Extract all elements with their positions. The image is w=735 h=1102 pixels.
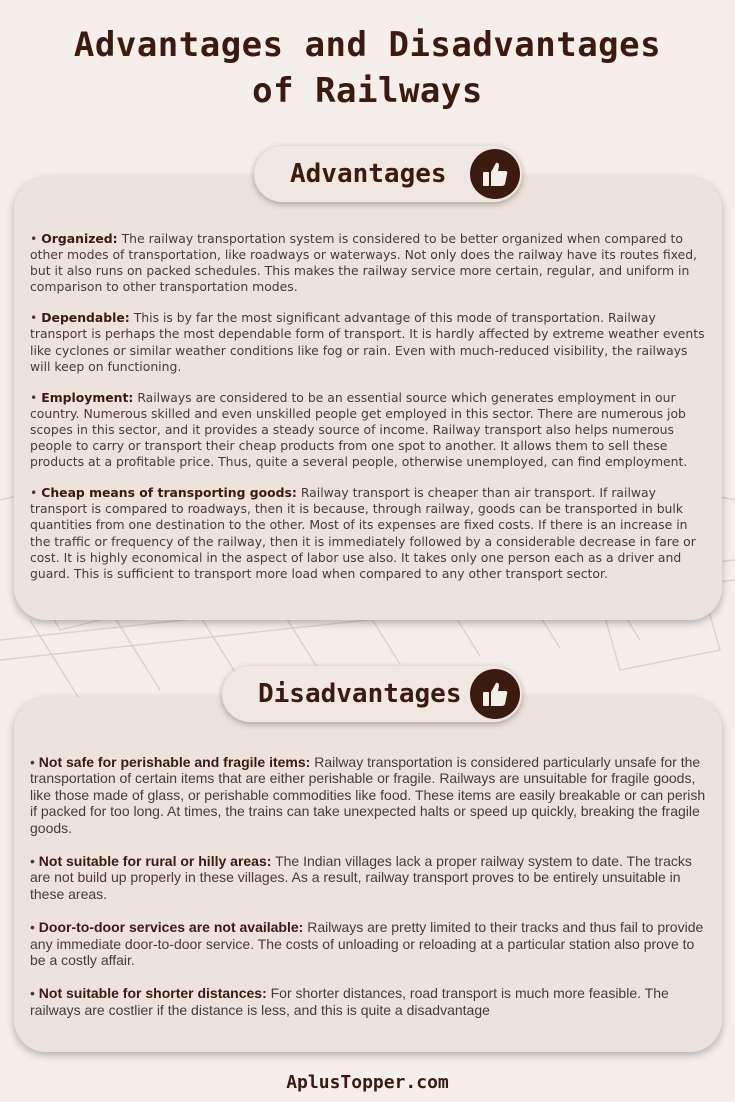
advantages-list [30, 231, 706, 597]
advantages-heading [254, 146, 522, 202]
item-term: Not suitable for shorter distances: [38, 985, 267, 1002]
item-text: For shorter distances, road transport is much more feasible. The railways are costlier if the distance is less, and this is quite a disadvantage [30, 985, 669, 1018]
item-term: Door-to-door services are not available: [38, 919, 304, 936]
list-item: • Not safe for perishable and fragile items: Railway transportation is considered particularly unsafe for the transportation of certain items that are either perishable or fragile. Railways are unsuitable for fragile goods, like those made of glass, or perishable commodities like food. These items are easily breakable or can perish if packed for too long. At times, the trains can take unexpected halts or speed up quickly, breaking the fragile goods. [30, 754, 706, 836]
item-text: This is by far the most significant advantage of this mode of transportation. Railway transport is perhaps the most dependable form of transport. It is hardly affected by extreme weather events like cyclones or similar weather conditions like fog or rain. Even with much-reduced visibility, the railways will keep on functioning. [30, 310, 705, 374]
list-item: • Employment: Railways are considered to be an essential source which generates employment in our country. Numerous skilled and even unskilled people get employed in this sector. There are numerous job scopes in this sector, and it provides a steady source of income. Railway transport also helps numerous people to carry or transport their cheap products from one spot to another. It allows them to sell these products at a profitable price. Thus, quite a several people, otherwise unemployed, can find employment. [30, 389, 688, 470]
list-item: • Cheap means of transporting goods: Railway transport is cheaper than air transport. If railway transport is compared to roadways, then it is because, through railway, goods can be transported in bulk quantities from one destination to the other. Most of its expenses are fixed costs. If there is an increase in the traffic or frequency of the railway, then it is immediately followed by a considerable decrease in fare or cost. It is highly economical in the aspect of labor use also. It takes only one person each as a driver and guard. This is sufficient to transport more load when compared to any other transport sector. [30, 485, 696, 581]
thumbs-up-icon [470, 669, 520, 719]
item-term: Employment: [41, 389, 134, 405]
item-text: Railway transport is cheaper than air transport. If railway transport is compared to roadways, then it is because, through railway, goods can be transported in bulk quantities from one destination to the other. Most of its expenses are fixed costs. If there is an increase in the traffic or frequency of the railway, then it is immediately followed by a considerable decrease in fare or cost. It is highly economical in the aspect of labor use also. It takes only one person each as a driver and guard. This is sufficient to transport more load when compared to any other transport sector. [30, 485, 696, 581]
list-item: • Door-to-door services are not available: Railways are pretty limited to their tracks and thus fail to provide any immediate door-to-door service. The costs of unloading or reloading at a particular station also prove to be a costly affair. [30, 919, 704, 969]
advantages-card [14, 177, 722, 620]
thumbs-up-icon [470, 149, 520, 199]
list-item: • Not suitable for shorter distances: For shorter distances, road transport is much more feasible. The railways are costlier if the distance is less, and this is quite a disadvantage [30, 985, 669, 1018]
page-title-line-2: of Railways [252, 71, 483, 111]
item-term: Cheap means of transporting goods: [41, 485, 297, 501]
item-text: The Indian villages lack a proper railway system to date. The tracks are not build up properly in these villages. As a result, railway transport proves to be entirely unsuitable in these areas. [30, 853, 692, 902]
item-text: The railway transportation system is considered to be better organized when compared to other modes of transportation, like roadways or waterways. Not only does the railway have its routes fixed, but it also runs on packed schedules. This makes the railway service more certain, regular, and uniform in comparison to other transportation modes. [30, 231, 698, 295]
item-term: Not suitable for rural or hilly areas: [38, 853, 272, 870]
item-term: Organized: [41, 231, 118, 246]
disadvantages-card [14, 697, 722, 1052]
item-term: Not safe for perishable and fragile items: [38, 754, 311, 770]
list-item: • Organized: The railway transportation system is considered to be better organized when compared to other modes of transportation, like roadways or waterways. Not only does the railway have its routes fixed, but it also runs on packed schedules. This makes the railway service more certain, regular, and uniform in comparison to other transportation modes. [30, 231, 698, 295]
page-title [0, 22, 735, 114]
disadvantages-heading-label: Disadvantages [258, 679, 462, 709]
disadvantages-list [30, 754, 706, 1035]
list-item: • Dependable: This is by far the most significant advantage of this mode of transportation. Railway transport is perhaps the most dependable form of transport. It is hardly affected by extreme weather events like cyclones or similar weather conditions like fog or rain. Even with much-reduced visibility, the railways will keep on functioning. [30, 310, 705, 374]
disadvantages-heading [222, 666, 522, 722]
page-title-line-1: Advantages and Disadvantages [73, 25, 662, 65]
advantages-heading-label: Advantages [290, 159, 447, 189]
item-text: Railways are pretty limited to their tracks and thus fail to provide any immediate door-to-door service. The costs of unloading or reloading at a particular station also prove to be a costly affair. [30, 919, 704, 969]
footer-site-name: AplusTopper.com [286, 1072, 449, 1093]
item-term: Dependable: [41, 310, 130, 326]
list-item: • Not suitable for rural or hilly areas: The Indian villages lack a proper railway system to date. The tracks are not build up properly in these villages. As a result, railway transport proves to be entirely unsuitable in these areas. [30, 853, 692, 902]
item-text: Railways are considered to be an essential source which generates employment in our country. Numerous skilled and even unskilled people get employed in this sector. There are numerous job scopes in this sector, and it provides a steady source of income. Railway transport also helps numerous people to carry or transport their cheap products from one spot to another. It allows them to sell these products at a profitable price. Thus, quite a several people, otherwise unemployed, can find employment. [30, 389, 688, 470]
item-text: Railway transportation is considered particularly unsafe for the transportation of certain items that are either perishable or fragile. Railways are unsuitable for fragile goods, like those made of glass, or perishable commodities like food. These items are easily breakable or can perish if packed for too long. At times, the trains can take unexpected halts or speed up quickly, breaking the fragile goods. [30, 754, 706, 836]
